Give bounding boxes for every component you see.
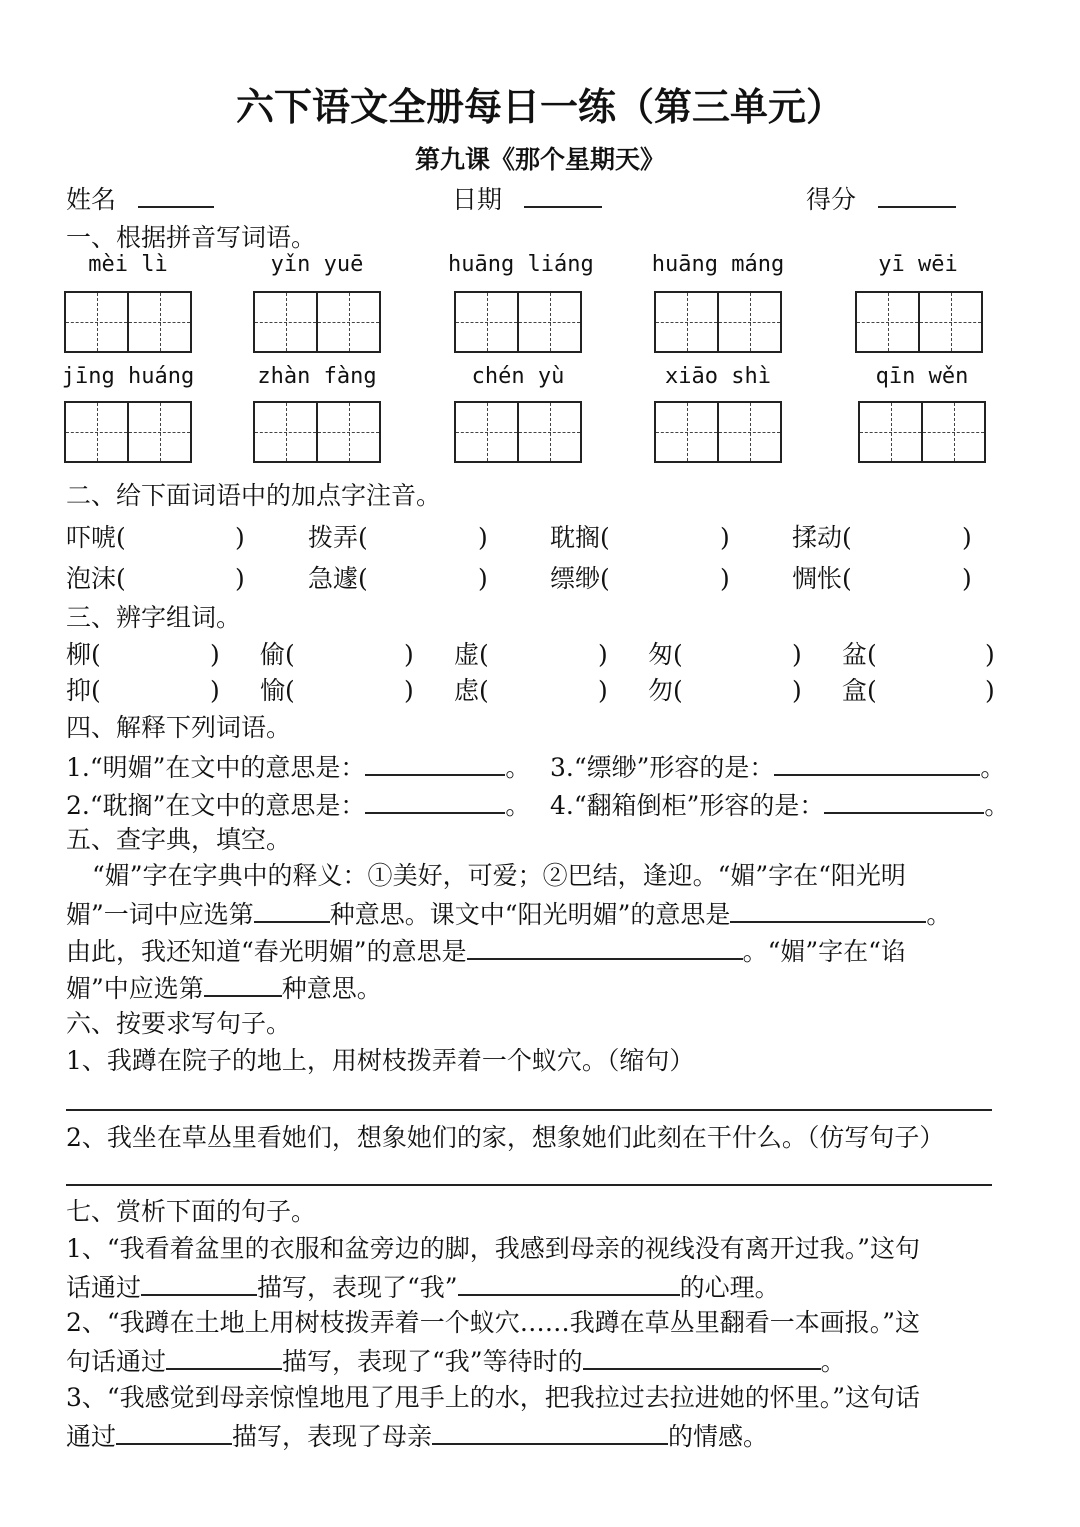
word-item: 勿( <box>648 676 683 705</box>
answer-blank[interactable] <box>458 1268 680 1296</box>
writing-grid[interactable] <box>855 291 983 353</box>
pinyin: mèi lì <box>88 252 168 277</box>
definition-q1 <box>66 748 530 786</box>
score-label: 得分 <box>806 185 857 214</box>
writing-grid[interactable] <box>253 401 381 463</box>
text-segment: 话通过 <box>66 1273 142 1302</box>
pinyin: xiāo shì <box>665 364 771 389</box>
dictionary-line-4 <box>66 969 382 1007</box>
pinyin: zhàn fàng <box>257 364 377 389</box>
text-segment: 句话通过 <box>66 1347 167 1376</box>
appreciation-q1-line2 <box>66 1268 780 1306</box>
word-item: 匆( <box>648 640 683 669</box>
section-3-heading: 三、辨字组词。 <box>66 603 242 632</box>
text-segment: 的心理。 <box>679 1273 780 1302</box>
appreciation-q2-line1: 2、“我蹲在土地上用树枝拨弄着一个蚁穴……我蹲在草丛里翻看一本画报。”这 <box>66 1308 920 1337</box>
text-segment: 由此，我还知道“春光明媚”的意思是 <box>66 937 467 966</box>
answer-blank[interactable] <box>116 1417 232 1445</box>
phonetic-item: 惆怅( <box>792 564 852 593</box>
answer-line[interactable] <box>66 1184 992 1186</box>
text-segment: 通过 <box>66 1422 117 1451</box>
paren-close: ) <box>985 676 995 705</box>
definition-q2 <box>66 786 530 824</box>
paren-close: ) <box>962 564 972 593</box>
word-item: 盒( <box>842 676 877 705</box>
word-item: 抑( <box>66 676 101 705</box>
paren-close: ) <box>598 640 608 669</box>
q1-text: 1.“明媚”在文中的意思是： <box>66 753 366 782</box>
definition-q3 <box>550 748 1005 786</box>
paren-close: ) <box>235 564 245 593</box>
text-segment: 种意思。课文中“阳光明媚”的意思是 <box>329 900 731 929</box>
writing-grid[interactable] <box>64 291 192 353</box>
text-segment: 。 <box>926 900 952 929</box>
text-segment: 描写，表现了“我”等待时的 <box>282 1347 583 1376</box>
writing-grid[interactable] <box>454 401 582 463</box>
writing-grid[interactable] <box>654 401 782 463</box>
pinyin: huāng liáng <box>448 252 594 277</box>
answer-line[interactable] <box>66 1109 992 1111</box>
word-item: 偷( <box>260 640 295 669</box>
writing-grid[interactable] <box>64 401 192 463</box>
name-blank[interactable] <box>138 180 214 208</box>
writing-grid[interactable] <box>654 291 782 353</box>
answer-blank[interactable] <box>824 786 984 814</box>
phonetic-item: 缥缈( <box>550 564 610 593</box>
answer-blank[interactable] <box>166 1342 282 1370</box>
paren-close: ) <box>598 676 608 705</box>
word-item: 虚( <box>454 640 489 669</box>
answer-blank[interactable] <box>365 786 505 814</box>
text-segment: 种意思。 <box>281 974 382 1003</box>
appreciation-q3-line1: 3、“我感觉到母亲惊惶地甩了甩手上的水，把我拉过去拉进她的怀里。”这句话 <box>66 1383 920 1412</box>
answer-blank[interactable] <box>254 895 330 923</box>
phonetic-item: 急遽( <box>308 564 368 593</box>
writing-grid[interactable] <box>454 291 582 353</box>
paren-close: ) <box>404 640 414 669</box>
q3-text: 3.“缥缈”形容的是： <box>550 753 775 782</box>
text-segment: 。 <box>820 1347 846 1376</box>
appreciation-q1-line1: 1、“我看着盆里的衣服和盆旁边的脚，我感到母亲的视线没有离开过我。”这句 <box>66 1234 920 1263</box>
word-item: 愉( <box>260 676 295 705</box>
section-5-heading: 五、查字典，填空。 <box>66 825 292 854</box>
date-blank[interactable] <box>524 180 602 208</box>
paren-close: ) <box>210 676 220 705</box>
appreciation-q3-line2 <box>66 1417 768 1455</box>
dictionary-text: “媚”字在字典中的释义：①美好，可爱；②巴结，逢迎。“媚”字在“阳光明 <box>92 861 906 890</box>
answer-blank[interactable] <box>774 748 980 776</box>
paren-close: ) <box>792 640 802 669</box>
date-field[interactable] <box>452 180 602 218</box>
word-item: 盆( <box>842 640 877 669</box>
page-title: 六下语文全册每日一练（第三单元） <box>235 85 844 129</box>
phonetic-item: 耽搁( <box>550 523 610 552</box>
section-2-heading: 二、给下面词语中的加点字注音。 <box>66 481 442 510</box>
pinyin: huāng máng <box>651 252 785 277</box>
phonetic-item: 揉动( <box>792 523 852 552</box>
appreciation-q2-line2 <box>66 1342 846 1380</box>
paren-close: ) <box>404 676 414 705</box>
phonetic-item: 吓唬( <box>66 523 126 552</box>
paren-close: ) <box>985 640 995 669</box>
text-segment: 描写，表现了“我” <box>257 1273 458 1302</box>
paren-close: ) <box>792 676 802 705</box>
pinyin: chén yù <box>471 364 565 389</box>
section-6-heading: 六、按要求写句子。 <box>66 1009 292 1038</box>
phonetic-item: 泡沫( <box>66 564 126 593</box>
section-4-heading: 四、解释下列词语。 <box>66 713 292 742</box>
pinyin: yī wēi <box>878 252 958 277</box>
answer-blank[interactable] <box>365 748 505 776</box>
name-label: 姓名 <box>66 185 117 214</box>
text-segment: 媚”一词中应选第 <box>66 900 254 929</box>
q4-end: 。 <box>984 791 1010 820</box>
text-segment: 的情感。 <box>668 1422 769 1451</box>
text-segment: 描写，表现了母亲 <box>232 1422 433 1451</box>
writing-grid[interactable] <box>858 401 986 463</box>
date-label: 日期 <box>452 185 503 214</box>
pinyin: yǐn yuē <box>270 252 364 277</box>
section-1-heading: 一、根据拼音写词语。 <box>66 223 317 252</box>
paren-close: ) <box>235 523 245 552</box>
answer-blank[interactable] <box>467 932 743 960</box>
paren-close: ) <box>720 564 730 593</box>
paren-close: ) <box>210 640 220 669</box>
dictionary-line-2 <box>66 895 951 933</box>
answer-blank[interactable] <box>204 969 282 997</box>
paren-close: ) <box>720 523 730 552</box>
paren-close: ) <box>478 523 488 552</box>
answer-blank[interactable] <box>730 895 926 923</box>
paren-close: ) <box>478 564 488 593</box>
sentence-q1: 1、我蹲在院子的地上，用树枝拨弄着一个蚁穴。（缩句） <box>66 1046 695 1075</box>
dictionary-line-3 <box>66 932 906 970</box>
q3-end: 。 <box>980 753 1006 782</box>
pinyin: qīn wěn <box>875 364 969 389</box>
answer-blank[interactable] <box>432 1417 668 1445</box>
q4-text: 4.“翻箱倒柜”形容的是： <box>550 791 825 820</box>
lesson-subtitle: 第九课《那个星期天》 <box>414 145 665 174</box>
score-blank[interactable] <box>878 180 956 208</box>
phonetic-item: 拨弄( <box>308 523 368 552</box>
answer-blank[interactable] <box>583 1342 821 1370</box>
q2-end: 。 <box>505 791 531 820</box>
q2-text: 2.“耽搁”在文中的意思是： <box>66 791 366 820</box>
q1-end: 。 <box>505 753 531 782</box>
score-field[interactable] <box>806 180 956 218</box>
name-field[interactable] <box>66 180 214 218</box>
answer-blank[interactable] <box>141 1268 257 1296</box>
word-item: 虑( <box>454 676 489 705</box>
section-7-heading: 七、赏析下面的句子。 <box>66 1197 317 1226</box>
text-segment: 。“媚”字在“谄 <box>742 937 906 966</box>
paren-close: ) <box>962 523 972 552</box>
definition-q4 <box>550 786 1009 824</box>
sentence-q2: 2、我坐在草丛里看她们，想象她们的家，想象她们此刻在干什么。（仿写句子） <box>66 1123 945 1152</box>
pinyin: jīng huáng <box>61 364 195 389</box>
word-item: 柳( <box>66 640 101 669</box>
text-segment: 媚”中应选第 <box>66 974 204 1003</box>
writing-grid[interactable] <box>253 291 381 353</box>
